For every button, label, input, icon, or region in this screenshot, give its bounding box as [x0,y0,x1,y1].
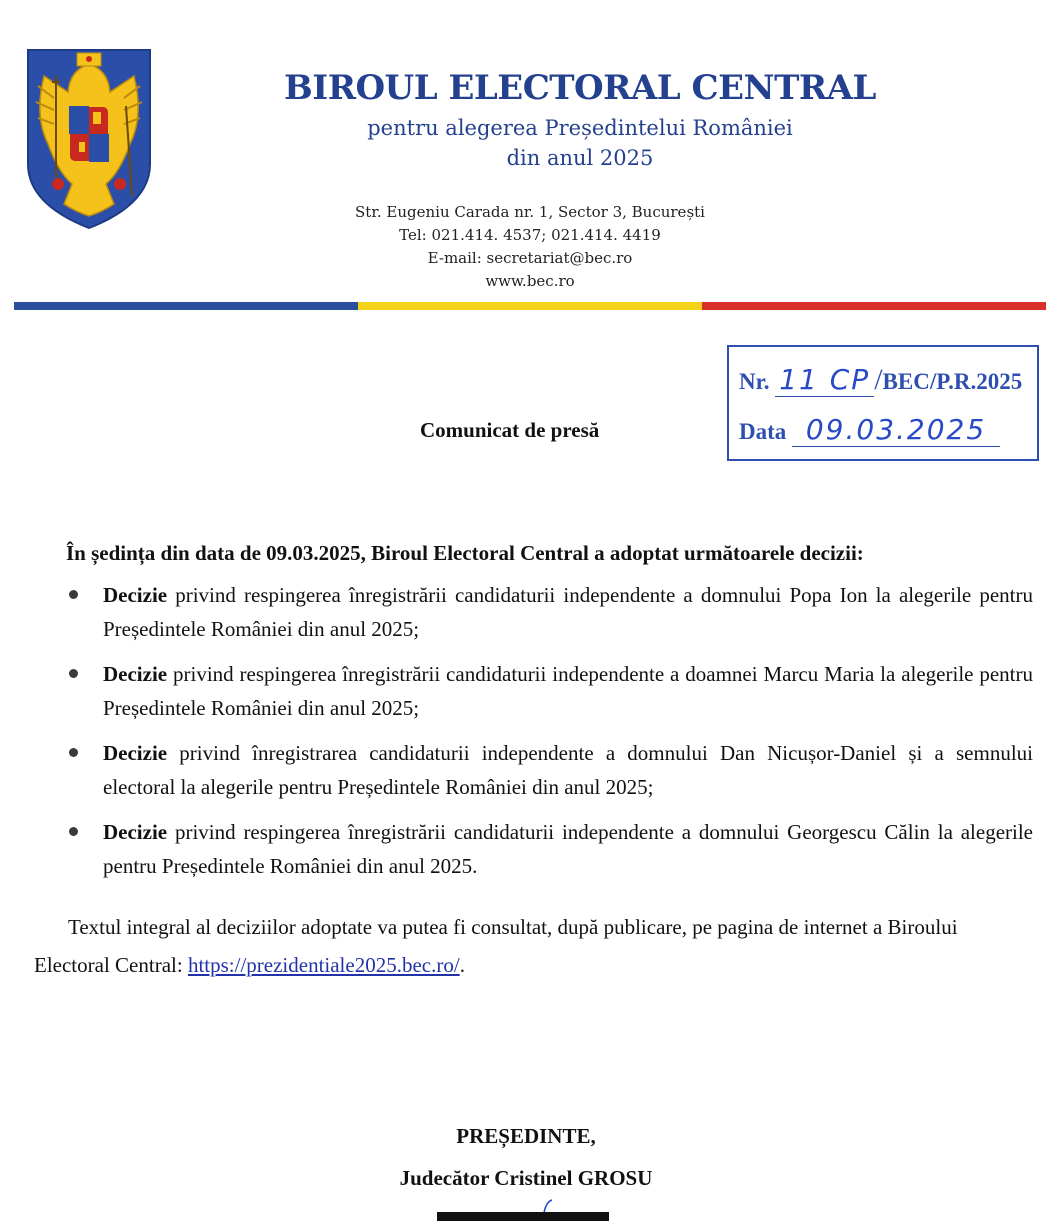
lead-sentence: În ședința din data de 09.03.2025, Biroul Electoral Central a adoptat următoarele decizii: [66,541,864,565]
decision-label: Decizie [103,583,168,607]
decision-list [0,578,1052,894]
decision-label: Decizie [103,662,168,686]
decision-text [103,578,1033,646]
registration-number [739,363,1029,397]
decision-body: privind respingerea înregistrării candidaturii independente a domnului Popa Ion la alegerile pentru Președintele României din anul 2025; [103,583,1033,641]
list-item [0,578,1052,657]
decision-text [103,657,1033,725]
date-value: 09.03.2025 [792,413,1000,447]
decision-body: privind înregistrarea candidaturii independente a domnului Dan Nicușor-Daniel și a semnului electoral la alegerile pentru Președintele României din anul 2025; [103,741,1033,799]
decision-text [103,736,1033,804]
nr-suffix: BEC/P.R.2025 [882,369,1023,394]
registration-stamp [727,345,1039,461]
flag-stripe-red [702,302,1046,310]
institution-subtitle: pentru alegerea Președintelui României [367,116,793,140]
email: E-mail: secretariat@bec.ro [427,249,633,267]
flag-stripe-yellow [358,302,702,310]
decision-body: privind respingerea înregistrării candidaturii independente a domnului Georgescu Călin la alegerile pentru Președintele României din anul 2025. [103,820,1033,878]
nr-label: Nr. [739,369,770,394]
signatory-name: Judecător Cristinel GROSU [399,1166,653,1190]
decision-label: Decizie [103,820,168,844]
signatory-role: PREȘEDINTE, [456,1124,596,1148]
redaction-bar [437,1212,609,1221]
decision-body: privind respingerea înregistrării candidaturii independente a doamnei Marcu Maria la alegerile pentru Președintele României din anul 2025; [103,662,1033,720]
tricolor-divider [14,302,1046,310]
closing-text: Textul integral al deciziilor adoptate va putea fi consultat, după publicare, pe pagina de internet a Biroului Electoral Central: [34,915,958,977]
list-item [0,736,1052,815]
closing-period: . [459,953,465,977]
closing-paragraph [34,908,1034,984]
list-item [0,815,1052,894]
address: Str. Eugeniu Carada nr. 1, Sector 3, București [355,203,705,221]
bullet-icon [69,590,78,599]
phone: Tel: 021.414. 4537; 021.414. 4419 [399,226,661,244]
decision-label: Decizie [103,741,168,765]
website: www.bec.ro [485,272,575,290]
date-label: Data [739,419,787,444]
document-type: Comunicat de presă [420,418,600,442]
romanian-coat-of-arms-icon [24,46,154,230]
institution-year: din anul 2025 [506,146,654,170]
nr-value: 11 CP [775,363,874,397]
bullet-icon [69,748,78,757]
list-item [0,657,1052,736]
flag-stripe-blue [14,302,358,310]
slash-mark: / [874,363,883,396]
website-link[interactable]: https://prezidentiale2025.bec.ro/ [187,953,460,977]
bullet-icon [69,827,78,836]
registration-date [739,413,1029,447]
bullet-icon [69,669,78,678]
institution-title: BIROUL ELECTORAL CENTRAL [284,68,876,108]
decision-text [103,815,1033,883]
